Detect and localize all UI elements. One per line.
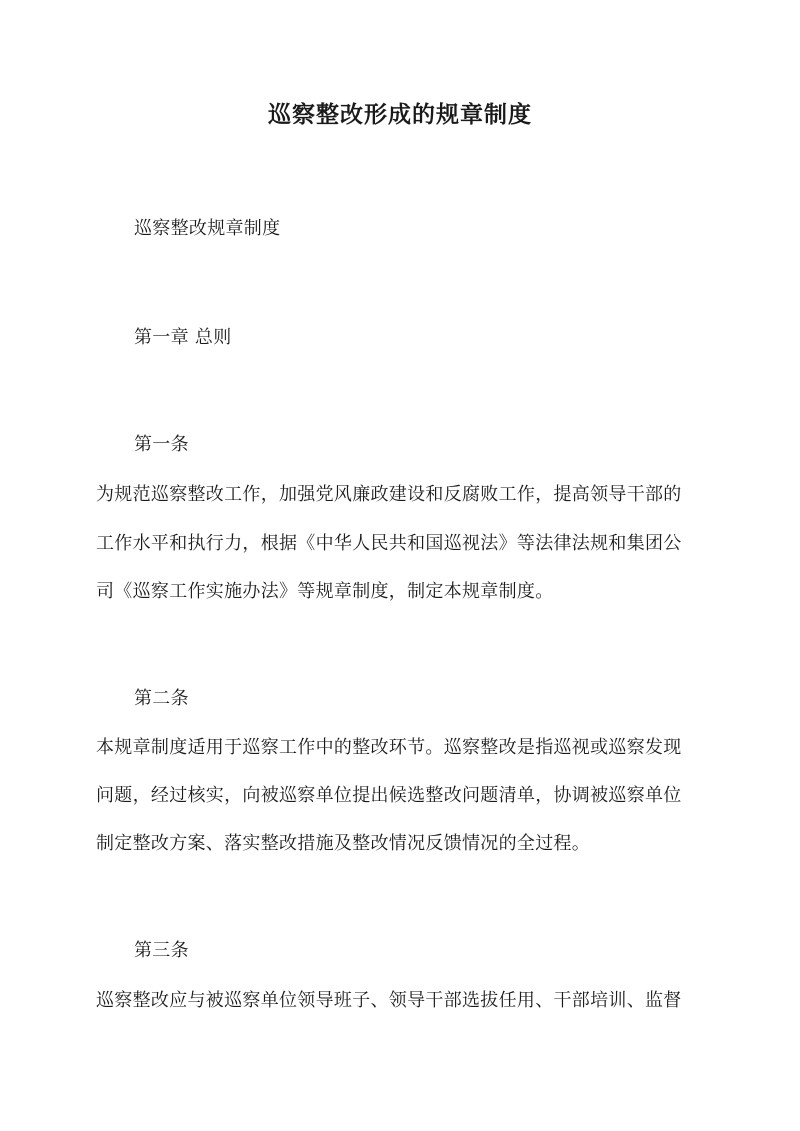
- document-title: 巡察整改形成的规章制度: [268, 101, 532, 128]
- article-text-line: 为规范巡察整改工作，加强党风廉政建设和反腐败工作，提高领导干部的: [96, 484, 682, 505]
- article-text-line: 本规章制度适用于巡察工作中的整改环节。巡察整改是指巡视或巡察发现: [96, 737, 682, 758]
- article-text-line: 问题，经过核实，向被巡察单位提出候选整改问题清单，协调被巡察单位: [96, 785, 682, 806]
- article-text-line: 司《巡察工作实施办法》等规章制度，制定本规章制度。: [96, 581, 554, 602]
- article-text-line: 制定整改方案、落实整改措施及整改情况反馈情况的全过程。: [96, 833, 591, 854]
- article-heading: 第二条: [134, 688, 189, 709]
- chapter-heading: 第一章 总则: [134, 327, 232, 348]
- article-heading: 第一条: [134, 434, 189, 455]
- document-subtitle: 巡察整改规章制度: [134, 218, 281, 239]
- article-heading: 第三条: [134, 940, 189, 961]
- article-text-line: 巡察整改应与被巡察单位领导班子、领导干部选拔任用、干部培训、监督: [96, 990, 682, 1011]
- article-text-line: 工作水平和执行力，根据《中华人民共和国巡视法》等法律法规和集团公: [96, 533, 682, 554]
